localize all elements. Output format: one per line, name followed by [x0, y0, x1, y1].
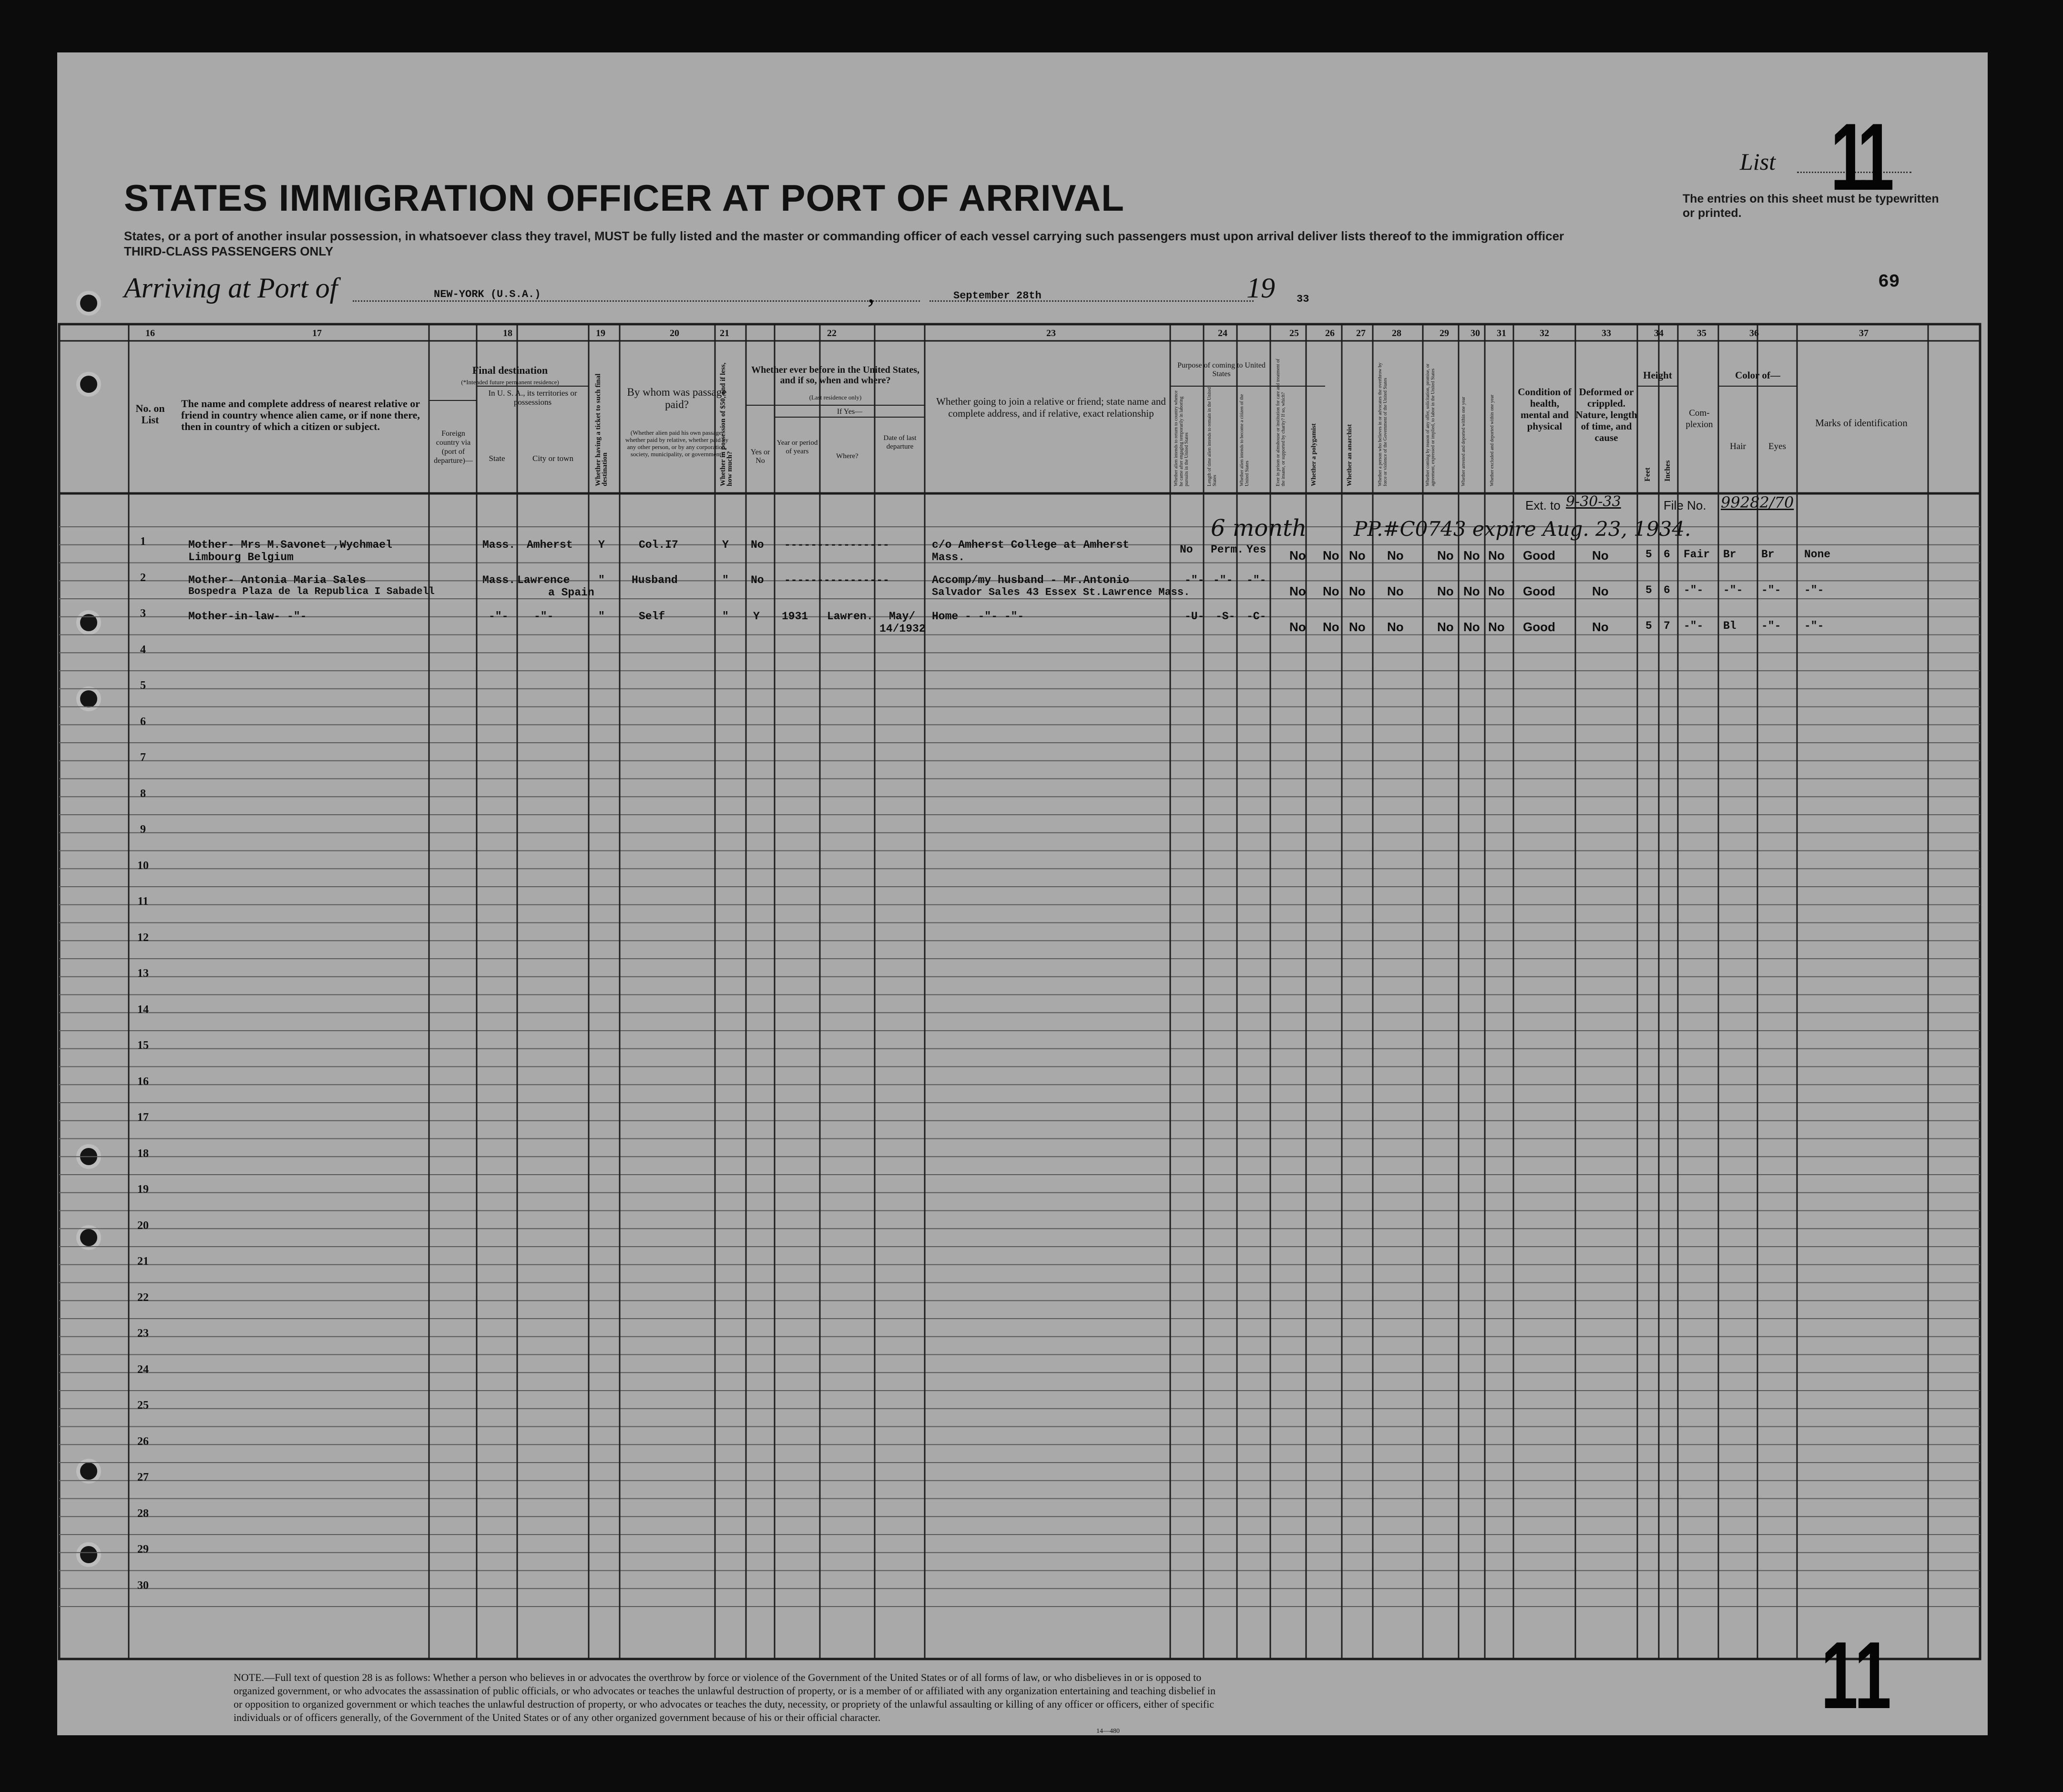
header-in-usa: In U. S. A., its territories or possessions [488, 389, 577, 407]
before-yes-no: Y [753, 610, 760, 623]
handwritten-passport: PP.#C0743 expire Aug. 23, 1934. [1354, 517, 1691, 541]
complexion: Fair [1684, 548, 1710, 561]
purpose-return: No [1180, 543, 1193, 556]
q27: No [1349, 548, 1366, 563]
paid-by: Husband [632, 574, 678, 586]
ext-label: Ext. to [1525, 498, 1561, 512]
q25: No [1289, 548, 1306, 563]
date-value: September 28th [953, 290, 1042, 302]
column-number: 28 [1392, 328, 1401, 338]
column-number: 27 [1356, 328, 1366, 338]
row-number: 17 [137, 1111, 149, 1124]
dest-city-cont: a Spain [548, 586, 594, 599]
header-eyes: Eyes [1768, 441, 1786, 451]
row-number: 4 [140, 643, 146, 656]
file-label: File No. [1664, 498, 1706, 512]
bottom-list-number: 11 [1821, 1622, 1892, 1729]
q25: No [1289, 620, 1306, 634]
before-yes-no: No [751, 539, 764, 551]
q28: No [1387, 548, 1404, 563]
dest-city: Lawrence [517, 574, 570, 586]
page-subtitle: States, or a port of another insular possession, in whatsoever class they travel, MUST be fully listed and the master or commanding officer of each vessel carrying such passengers must upon arrival deliver lists thereof to the immigration officer [124, 229, 1564, 243]
before-date-cont: 14/1932 [879, 623, 926, 635]
row-number: 7 [140, 751, 146, 764]
header-ever-before-sub: (Last residence only) [809, 394, 862, 401]
row-number: 19 [137, 1183, 149, 1196]
q27: No [1349, 620, 1366, 634]
condition: Good [1523, 548, 1555, 563]
eyes: -"- [1761, 620, 1781, 632]
ticket: " [598, 610, 605, 623]
q30: No [1463, 620, 1480, 634]
header-city: City or town [532, 454, 573, 463]
file-value: 99282/70 [1721, 493, 1794, 512]
money: Y [722, 539, 729, 551]
column-number: 18 [503, 328, 512, 338]
header-final-destination-sub: (*Intended future permanent residence) [461, 379, 559, 386]
column-number: 35 [1697, 328, 1706, 338]
q28: No [1387, 584, 1404, 598]
column-number: 30 [1471, 328, 1480, 338]
hair: Bl [1723, 620, 1736, 632]
table-grid [57, 52, 1988, 1735]
dest-city: -"- [534, 610, 554, 623]
column-number: 31 [1497, 328, 1506, 338]
row-number: 16 [137, 1075, 149, 1088]
row-number: 15 [137, 1039, 149, 1052]
purpose-citizen: Yes [1246, 543, 1266, 556]
column-number: 16 [145, 328, 155, 338]
column-number: 21 [720, 328, 729, 338]
column-number: 33 [1602, 328, 1611, 338]
purpose-return: -U- [1185, 610, 1205, 623]
q29: No [1437, 548, 1454, 563]
row-number: 5 [140, 679, 146, 692]
header-foreign-country: Foreign country via (port of departure)— [434, 430, 473, 465]
purpose-length: -"- [1213, 574, 1233, 586]
header-ticket: Whether having a ticket to such final destination [594, 373, 609, 486]
before-dashes: ---------------- [784, 539, 889, 551]
ticket: " [598, 574, 605, 586]
form-code: 14—480 [1096, 1728, 1120, 1735]
column-number: 22 [827, 328, 837, 338]
q31: No [1488, 620, 1505, 634]
header-date-departure: Date of last departure [883, 434, 917, 451]
deformed: No [1592, 548, 1609, 563]
before-yes-no: No [751, 574, 764, 586]
deformed: No [1592, 620, 1609, 634]
column-number: 23 [1046, 328, 1056, 338]
condition: Good [1523, 620, 1555, 634]
money: " [722, 610, 729, 623]
q29: No [1437, 584, 1454, 598]
header-nearest-relative: The name and complete address of nearest relative or friend in country whence alien came, or if none there, then in country of which a citizen or subject. [181, 398, 420, 432]
header-if-yes: If Yes— [837, 408, 863, 416]
q31: No [1488, 584, 1505, 598]
header-final-destination: Final destination [472, 364, 548, 376]
complexion: -"- [1684, 620, 1704, 632]
joining: Accomp/my husband - Mr.Antonio [932, 574, 1130, 586]
list-number: 11 [1830, 104, 1888, 210]
row-number: 22 [137, 1291, 149, 1304]
header-q30: Whether arrested and deported within one year [1461, 397, 1466, 486]
inches: 6 [1664, 584, 1670, 596]
row-number: 1 [140, 535, 146, 548]
year-suffix: 33 [1297, 293, 1309, 305]
row-number: 10 [137, 859, 149, 872]
header-color-of: Color of— [1735, 369, 1780, 381]
header-deformed: Deformed or crippled. Nature, length of time, and cause [1575, 386, 1637, 443]
q26: No [1323, 584, 1339, 598]
hair: Br [1723, 548, 1736, 561]
page-number: 69 [1878, 272, 1900, 292]
row-number: 2 [140, 571, 146, 584]
marks: -"- [1804, 620, 1824, 632]
feet: 5 [1645, 584, 1652, 596]
header-q28: Whether a person who believes in or advocates the overthrow by force or violence of the Government of the United States [1378, 362, 1388, 486]
column-number: 17 [312, 328, 322, 338]
footer-note: NOTE.—Full text of question 28 is as follows: Whether a person who believes in or advocates the overthrow by force or violence of the Government of the United States or of all forms of law, or who disbelieves in or is opposed to organized government, or who advocates the assassination of public officials, or who advocates or teaches the unlawful destruction of property, or is a member of or affiliated with any organization entertaining and teaching disbelief in or opposition to organized government or which teaches the unlawful destruction of property, or who advocates or teaches the duty, necessity, or propriety of the unlawful assaulting or killing of any officer or officers, either of specific individuals or of officers generally, of the Government of the United States or of any other organized government because of his or their official character. [234, 1671, 1216, 1723]
paid-by: Self [639, 610, 665, 623]
q31: No [1488, 548, 1505, 563]
q30: No [1463, 584, 1480, 598]
header-q29: Whether coming by reason of any offer, solicitation, promise, or agreement, expressed or implied, to labor in the United States [1425, 363, 1436, 486]
column-number: 19 [596, 328, 605, 338]
purpose-return: -"- [1185, 574, 1205, 586]
paid-by: Col.I7 [639, 539, 678, 551]
column-number: 32 [1540, 328, 1549, 338]
before-year: 1931 [782, 610, 808, 623]
column-number: 29 [1440, 328, 1449, 338]
manifest-sheet: STATES IMMIGRATION OFFICER AT PORT OF ARRIVAL States, or a port of another insular possession, in whatsoever class they travel, MUST be fully listed and the master or commanding officer of each vessel carrying such passengers must upon arrival deliver lists thereof to the immigration officer THIRD-CLASS PASSENGERS ONLY Arriving at Port of NEW-YORK (U.S.A.) , September 28th 19 33 List 11 The entries on this sheet must be typewritten or printed. 69 16 17 18 19 20 21 22 23 24 25 26 27 28 29 30 31 32 33 34 35 36 37 No. on List The name and complete address of nearest relative or friend in country whence alien came, or if none there, then in country of which a citizen or subject. Final destination (*Intended future permanent residence) Foreign country via (port of departure)— In U. S. A., its territories or possessions State City or town Whether having a ticket to such final destination By whom was passage paid? (Whether alien paid his own passage, whether paid by relative, whether paid by any other person, or by any corporation, society, municipality, or government) Whether in possession of $50, and if less, how much? Whether ever before in the United States, and if so, when and where? (Last residence only) Yes or No If Yes— Year or period of years Where? Date of last departure Whether going to join a relative or friend; state name and complete address, and if relative, exact relationship Purpose of coming to United States Whether alien intends to return to country whence he came after engaging temporarily in laboring pursuits in the United States Length of time alien intends to remain in the United States Whether alien intends to become a citizen of the United States Ever in prison or almshouse or institution for care and treatment of the insane, or supported by charity? If so, which? Whether a polygamist Whether an anarchist Whether a person who believes in or advocates the overthrow by force or violence of the Government of the United States Whether coming by reason of any offer, solicitation, promise, or agreement, expressed or implied, to labor in the United States Whether arrested and deported within one year Whether excluded and deported within one year Condition of health, mental and physical Deformed or crippled. Nature, length of time, and cause Height Feet Inches Com- plexion Color of— Hair Eyes Marks of identification Ext. to 9-30-33 File No. 99282/70 6 month PP.#C0743 expire Aug. 23, 1934. 1 2 3 4 5 6 7 8 9 10 11 12 13 14 15 16 17 18 19 20 21 22 23 24 25 26 27 28 29 30 Mother- Mrs M.Savonet ,Wychmael Limbourg Belgium Mass. Amherst Y Col.I7 Y No ---------------- c/o Amherst College at Amherst Mass. No Perm. Yes No No No No No No No Good No 5 6 Fair Br Br None Mother- Antonia Maria Sales Bospedra Plaza de la Republica I Sabadell Mass. Lawrence a Spain " Husband " No ---------------- Accomp/my husband - Mr.Antonio Salvador Sales 43 Essex St.Lawrence Mass. -"- -"- -"- No No No No No No No Good No 5 6 -"- -"- -"- -"- Mother-in-law- -"- -"- -"- " Self " Y 1931 Lawren. May/ 14/1932 Home - -"- -"- -U- -S- -C- No No No No No No No Good No 5 7 -"- Bl -"- -"- NOTE.—Full text of question 28 is as follows: Whether a person who believes in or advocates the overthrow by force or violence of the Government of the United States or of all forms of law, or who disbelieves in or is opposed to organized government, or who advocates the assassination of public officials, or who advocates or teaches the unlawful destruction of property, or is a member of or affiliated with any organization entertaining and teaching disbelief in or opposition to organized government or which teaches the unlawful destruction of property, or who advocates or teaches the duty, necessity, or propriety of the unlawful assaulting or killing of any officer or officers, either of specific individuals or of officers generally, of the Government of the United States or of any other organized government because of his or their official character. 14—480 11 [57, 52, 1988, 1735]
row-number: 12 [137, 931, 149, 944]
before-dashes: ---------------- [784, 574, 889, 586]
q29: No [1437, 620, 1454, 634]
header-no-on-list: No. on List [135, 402, 165, 426]
row-number: 30 [137, 1579, 149, 1592]
header-by-whom: By whom was passage paid? [627, 386, 727, 410]
before-where: Lawren. [827, 610, 873, 623]
joining-cont: Salvador Sales 43 Essex St.Lawrence Mass. [932, 586, 1190, 598]
joining-cont: Mass. [932, 551, 965, 563]
row-number: 23 [137, 1327, 149, 1340]
condition: Good [1523, 584, 1555, 598]
header-condition: Condition of health, mental and physical [1518, 386, 1572, 432]
header-inches: Inches [1664, 460, 1672, 481]
marks: -"- [1804, 584, 1824, 596]
header-purpose-citizen: Whether alien intends to become a citizen of the United States [1239, 394, 1250, 486]
hair: -"- [1723, 584, 1743, 596]
header-purpose-length: Length of time alien intends to remain in the United States [1207, 387, 1217, 486]
q30: No [1463, 548, 1480, 563]
header-state: State [489, 454, 505, 463]
row-number: 3 [140, 607, 146, 620]
eyes: Br [1761, 548, 1775, 561]
row-number: 26 [137, 1435, 149, 1448]
feet: 5 [1645, 620, 1652, 632]
row-number: 24 [137, 1363, 149, 1376]
header-purpose: Purpose of coming to United States [1177, 361, 1266, 378]
handwritten-months: 6 month [1211, 515, 1307, 542]
eyes: -"- [1761, 584, 1781, 596]
row-number: 27 [137, 1471, 149, 1484]
column-number: 20 [670, 328, 679, 338]
header-ever-before: Whether ever before in the United States, and if so, when and where? [751, 365, 919, 386]
list-label: List [1740, 148, 1776, 175]
column-number: 26 [1325, 328, 1335, 338]
q25: No [1289, 584, 1306, 598]
row-number: 6 [140, 715, 146, 728]
ticket: Y [598, 539, 605, 551]
money: " [722, 574, 729, 586]
purpose-citizen: -"- [1246, 574, 1266, 586]
column-number: 36 [1749, 328, 1759, 338]
before-date: May/ [889, 610, 916, 623]
relative-name: Mother- Mrs M.Savonet ,Wychmael [188, 539, 392, 551]
dest-city: Amherst [527, 539, 573, 551]
column-number: 25 [1289, 328, 1299, 338]
complexion: -"- [1684, 584, 1704, 596]
port-value: NEW-YORK (U.S.A.) [434, 288, 541, 300]
header-height: Height [1643, 369, 1672, 381]
dest-state: Mass. [482, 574, 516, 586]
dest-state: -"- [489, 610, 509, 623]
relative-address: Limbourg Belgium [188, 551, 294, 563]
row-number: 28 [137, 1507, 149, 1520]
deformed: No [1592, 584, 1609, 598]
feet: 5 [1645, 548, 1652, 561]
row-number: 25 [137, 1399, 149, 1412]
purpose-length: Perm. [1211, 543, 1244, 556]
column-number: 24 [1218, 328, 1227, 338]
column-number: 34 [1654, 328, 1664, 338]
header-anarchist: Whether an anarchist [1346, 424, 1353, 486]
ext-value: 9-30-33 [1566, 493, 1621, 510]
joining: c/o Amherst College at Amherst [932, 539, 1130, 551]
header-hair: Hair [1730, 441, 1746, 451]
relative-name: Mother- Antonia Maria Sales [188, 574, 366, 586]
q26: No [1323, 620, 1339, 634]
row-number: 20 [137, 1219, 149, 1232]
row-number: 9 [140, 823, 146, 836]
header-where: Where? [836, 452, 858, 460]
relative-name: Mother-in-law- -"- [188, 610, 307, 623]
header-purpose-return: Whether alien intends to return to country whence he came after engaging temporarily in laboring pursuits in the United States [1174, 390, 1189, 486]
header-q31: Whether excluded and deported within one year [1490, 394, 1495, 486]
typed-note: The entries on this sheet must be typewritten or printed. [1683, 192, 1939, 220]
row-number: 18 [137, 1147, 149, 1160]
inches: 7 [1664, 620, 1670, 632]
column-number: 37 [1859, 328, 1869, 338]
header-joining-relative: Whether going to join a relative or friend; state name and complete address, and if relative, exact relationship [936, 396, 1166, 419]
q26: No [1323, 548, 1339, 563]
header-feet: Feet [1644, 467, 1652, 481]
row-number: 13 [137, 967, 149, 980]
purpose-citizen: -C- [1246, 610, 1266, 623]
row-number: 14 [137, 1003, 149, 1016]
dest-state: Mass. [482, 539, 516, 551]
q28: No [1387, 620, 1404, 634]
inches: 6 [1664, 548, 1670, 561]
row-number: 29 [137, 1543, 149, 1556]
header-year-period: Year or period of years [776, 439, 818, 455]
header-polygamist: Whether a polygamist [1310, 423, 1317, 486]
joining: Home - -"- -"- [932, 610, 1024, 623]
class-label: THIRD-CLASS PASSENGERS ONLY [124, 244, 334, 258]
header-prison: Ever in prison or almshouse or institution for care and treatment of the insane, or supported by charity? If so, which? [1276, 358, 1286, 486]
header-money: Whether in possession of $50, and if less, how much? [719, 362, 734, 486]
port-label: Arriving at Port of [124, 272, 338, 304]
page-title: STATES IMMIGRATION OFFICER AT PORT OF ARRIVAL [124, 177, 1124, 219]
header-yes-or-no: Yes or No [750, 448, 770, 465]
header-by-whom-sub: (Whether alien paid his own passage, whether paid by relative, whether paid by any other person, or by any corporation, society, municipality, or government) [625, 429, 729, 458]
marks: None [1804, 548, 1831, 561]
purpose-length: -S- [1215, 610, 1236, 623]
header-marks: Marks of identification [1815, 417, 1908, 429]
row-number: 8 [140, 787, 146, 800]
relative-address: Bospedra Plaza de la Republica I Sabadell [188, 586, 435, 597]
row-number: 21 [137, 1255, 149, 1268]
year-prefix: 19 [1246, 272, 1275, 304]
q27: No [1349, 584, 1366, 598]
header-complexion: Com- plexion [1685, 408, 1713, 430]
row-number: 11 [137, 895, 149, 908]
